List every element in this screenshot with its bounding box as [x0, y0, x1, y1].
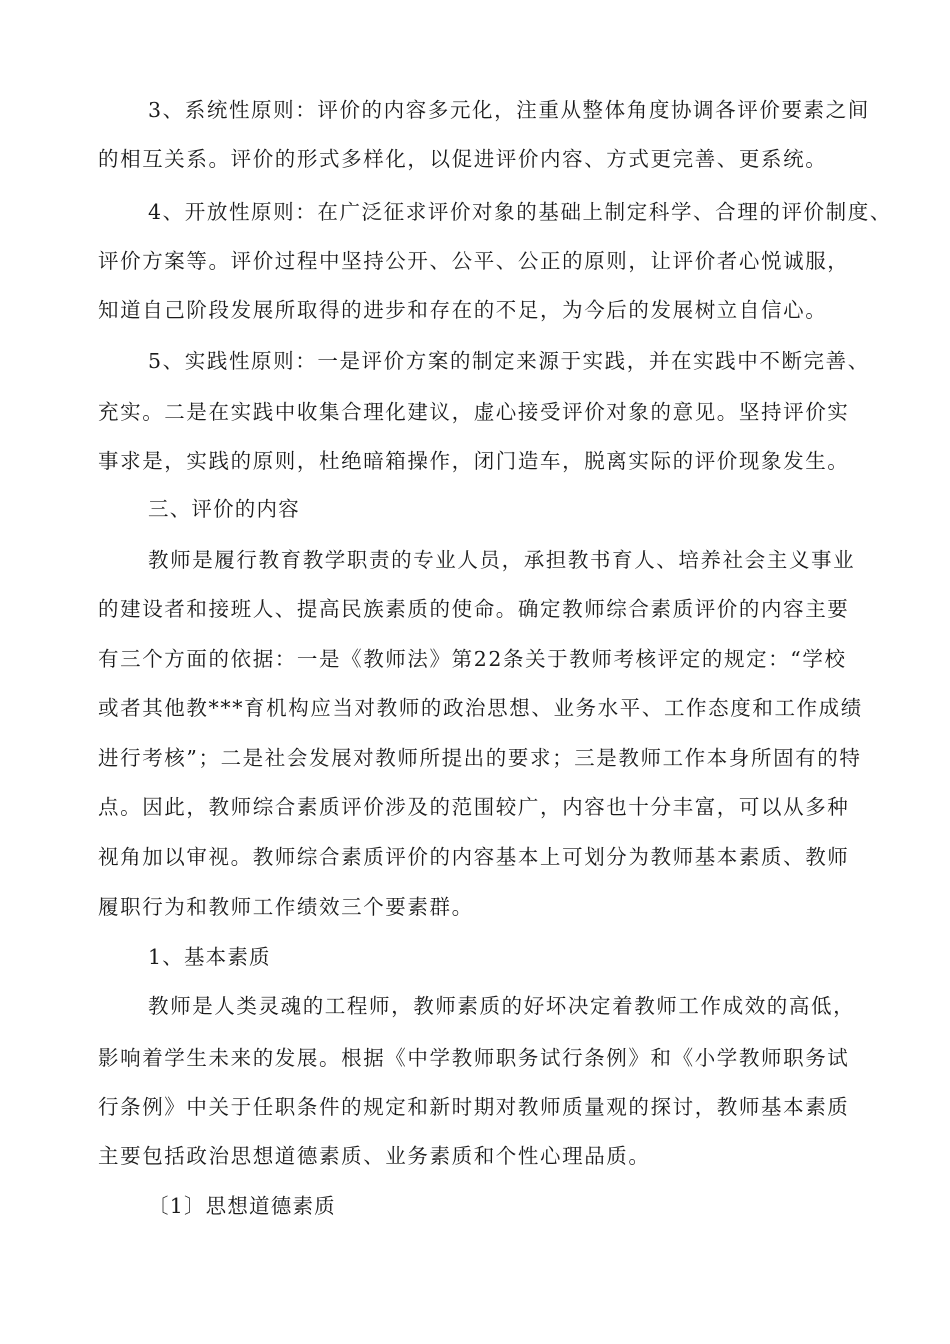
paragraph-line: 教师是人类灵魂的工程师，教师素质的好坏决定着教师工作成效的高低，	[148, 994, 856, 1018]
paragraph-line: 知道自己阶段发展所取得的进步和存在的不足，为今后的发展树立自信心。	[98, 298, 828, 322]
paragraph-line: 4、开放性原则：在广泛征求评价对象的基础上制定科学、合理的评价制度、	[148, 200, 892, 224]
subsection-heading: 1、基本素质	[148, 945, 271, 969]
paragraph-line: 的相互关系。评价的形式多样化，以促进评价内容、方式更完善、更系统。	[98, 147, 828, 171]
paragraph-line: 主要包括政治思想道德素质、业务素质和个性心理品质。	[98, 1144, 651, 1168]
paragraph-line: 进行考核”；二是社会发展对教师所提出的要求；三是教师工作本身所固有的特	[98, 746, 862, 770]
paragraph-line: 充实。二是在实践中收集合理化建议，虚心接受评价对象的意见。坚持评价实	[98, 400, 850, 424]
paragraph-line: 评价方案等。评价过程中坚持公开、公平、公正的原则，让评价者心悦诚服，	[98, 249, 850, 273]
paragraph-line: 或者其他教***育机构应当对教师的政治思想、业务水平、工作态度和工作成绩	[98, 696, 863, 720]
paragraph-line: 履职行为和教师工作绩效三个要素群。	[98, 895, 474, 919]
paragraph-line: 的建设者和接班人、提高民族素质的使命。确定教师综合素质评价的内容主要	[98, 597, 850, 621]
paragraph-line: 视角加以审视。教师综合素质评价的内容基本上可划分为教师基本素质、教师	[98, 845, 850, 869]
paragraph-line: 行条例》中关于任职条件的规定和新时期对教师质量观的探讨，教师基本素质	[98, 1095, 850, 1119]
paragraph-line: 教师是履行教育教学职责的专业人员，承担教书育人、培养社会主义事业	[148, 548, 856, 572]
paragraph-line: 3、系统性原则：评价的内容多元化，注重从整体角度协调各评价要素之间	[148, 98, 870, 122]
paragraph-line: 事求是，实践的原则，杜绝暗箱操作，闭门造车，脱离实际的评价现象发生。	[98, 449, 850, 473]
paragraph-line: 影响着学生未来的发展。根据《中学教师职务试行条例》和《小学教师职务试	[98, 1046, 850, 1070]
paragraph-line: 5、实践性原则：一是评价方案的制定来源于实践，并在实践中不断完善、	[148, 349, 870, 373]
paragraph-line: 有三个方面的依据：一是《教师法》第22条关于教师考核评定的规定：“学校	[98, 647, 847, 671]
paragraph-line: 点。因此，教师综合素质评价涉及的范围较广，内容也十分丰富，可以从多种	[98, 795, 850, 819]
section-heading: 三、评价的内容	[148, 497, 300, 521]
subsubsection-heading: 〔1〕思想道德素质	[148, 1194, 336, 1218]
